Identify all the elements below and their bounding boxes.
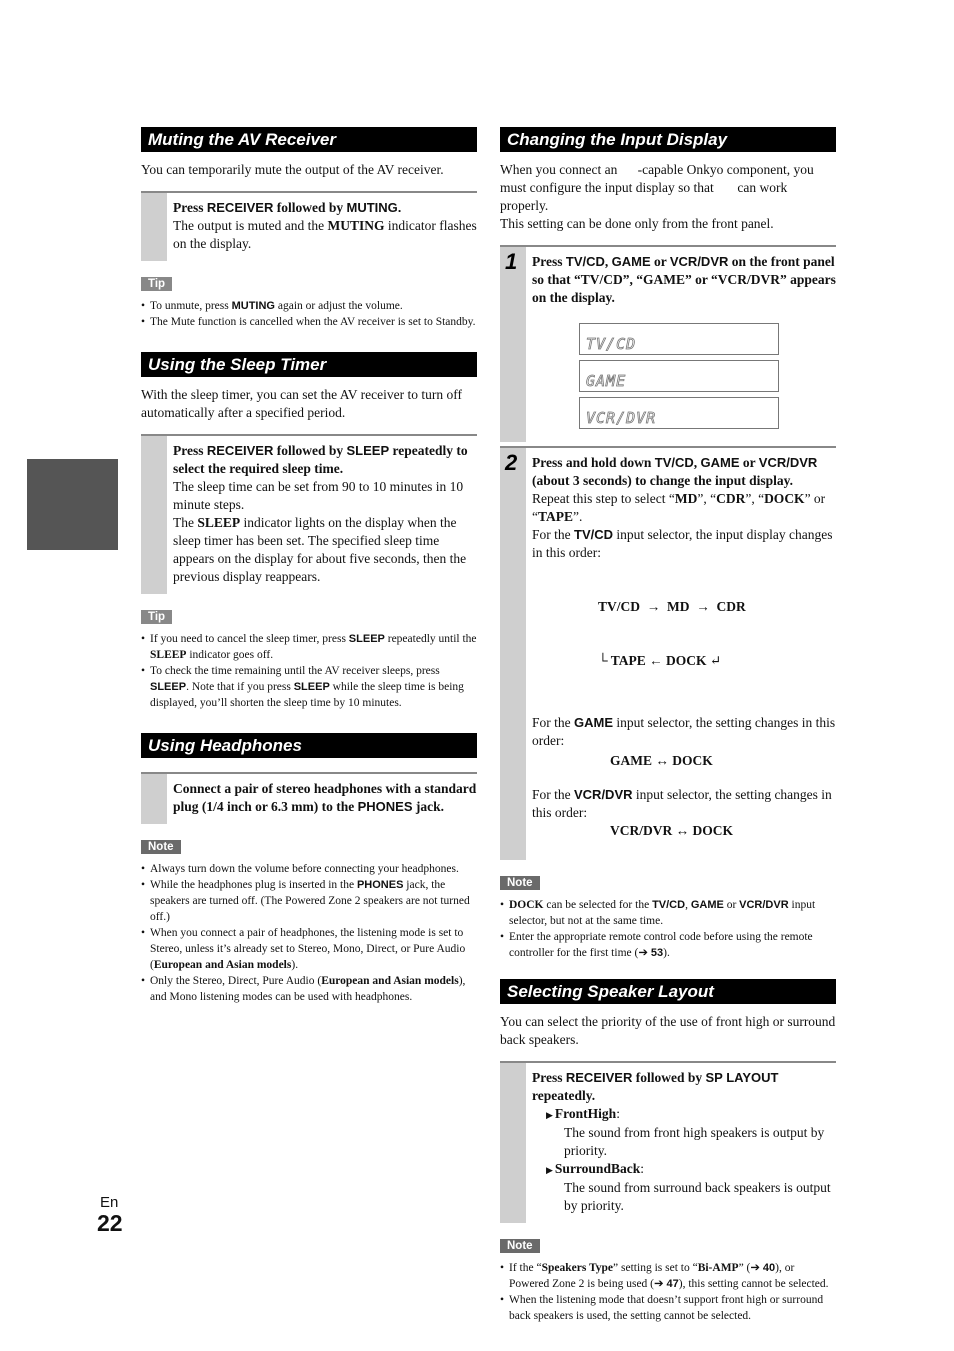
option-item: ▶ FrontHigh: bbox=[532, 1105, 836, 1124]
key-label: TV/CD bbox=[574, 527, 613, 542]
tip-list bbox=[141, 631, 477, 711]
step-title bbox=[532, 454, 836, 490]
text: input selector, the input display changes in this order: bbox=[532, 527, 833, 560]
text: SLEEP bbox=[150, 649, 187, 661]
step-text bbox=[173, 217, 477, 253]
text: ), this setting cannot be selected. bbox=[678, 1278, 829, 1290]
text: MUTING bbox=[327, 218, 385, 233]
page-ref[interactable]: 47 bbox=[666, 1278, 679, 1290]
text: If you need to cancel the sleep timer, press bbox=[150, 633, 349, 645]
key-label: SP LAYOUT bbox=[705, 1070, 779, 1085]
key-label: SLEEP bbox=[293, 681, 330, 693]
key-label: TV/CD bbox=[652, 899, 686, 911]
text: ”, “ bbox=[745, 491, 765, 506]
lcd-display: VCR/DVR bbox=[579, 397, 779, 429]
section-intro: You can select the priority of the use of front high or surround back speakers. bbox=[500, 1014, 836, 1047]
page-number: 22 bbox=[97, 1210, 123, 1236]
text: While the headphones plug is inserted in the bbox=[150, 879, 357, 891]
list-item bbox=[141, 925, 477, 973]
section-title: Using the Sleep Timer bbox=[141, 352, 477, 377]
text: Press and hold down bbox=[532, 455, 655, 470]
list-item bbox=[141, 631, 477, 663]
text: For the bbox=[532, 715, 574, 730]
text: SLEEP bbox=[197, 515, 241, 530]
text: TAPE bbox=[538, 509, 574, 524]
step-title bbox=[173, 442, 477, 478]
tip-label: Tip bbox=[141, 277, 172, 291]
text: indicator flashes on the display. bbox=[173, 218, 477, 251]
section-intro: You can temporarily mute the output of the AV receiver. bbox=[141, 162, 444, 177]
step-title bbox=[173, 780, 477, 816]
key-label: RECEIVER bbox=[206, 200, 274, 215]
text: For the bbox=[532, 527, 574, 542]
list-item: • The Mute function is cancelled when the AV receiver is set to Standby. bbox=[141, 314, 477, 330]
key-label: VCR/DVR bbox=[739, 899, 789, 911]
step bbox=[500, 1061, 836, 1223]
key-label: GAME bbox=[690, 899, 724, 911]
list-item: • Always turn down the volume before connecting your headphones. bbox=[141, 861, 477, 877]
key-label: SLEEP bbox=[346, 443, 390, 458]
text: Connect a pair of stereo headphones with a standard plug (1/4 inch or 6.3 mm) to the bbox=[173, 781, 477, 814]
step-bar bbox=[500, 247, 526, 442]
text: or bbox=[739, 455, 759, 470]
step-text bbox=[532, 490, 836, 526]
chain-line bbox=[598, 652, 836, 670]
text: Repeat this step to select “ bbox=[532, 491, 675, 506]
chain-line: TV/CD → MD → CDR bbox=[598, 599, 746, 614]
return-arrow-icon: ↵ bbox=[709, 653, 722, 668]
key-label: SLEEP bbox=[150, 681, 187, 693]
step bbox=[141, 434, 477, 594]
order-chain: GAME ↔ DOCK bbox=[610, 753, 713, 768]
text: For the bbox=[532, 787, 574, 802]
option-name: FrontHigh bbox=[554, 1106, 617, 1121]
text: The bbox=[173, 515, 198, 530]
step-text: The sleep time can be set from 90 to 10 minutes in 10 minute steps. bbox=[173, 479, 464, 512]
step-body bbox=[526, 1063, 836, 1223]
text: CDR bbox=[716, 491, 746, 506]
text: repeatedly. bbox=[532, 1088, 596, 1103]
key-label: RECEIVER bbox=[565, 1070, 633, 1085]
text: To check the time remaining until the AV receiver sleeps, press bbox=[150, 665, 440, 677]
section-speaker-layout bbox=[500, 979, 836, 1324]
text: indicator goes off. bbox=[186, 649, 274, 661]
step-body bbox=[167, 774, 477, 824]
text: To unmute, press bbox=[150, 300, 232, 312]
text: (about 3 seconds) to change the input display. bbox=[532, 473, 794, 488]
option-item: ▶ SurroundBack: bbox=[532, 1160, 836, 1179]
text: indicator lights on the display when the sleep timer has been set. The specified sleep time appears on the display for about five seconds, then the previous display reappears. bbox=[173, 515, 467, 584]
text: again or adjust the volume. bbox=[275, 300, 403, 312]
step bbox=[141, 772, 477, 824]
text: European and Asian models bbox=[153, 959, 292, 971]
text: , bbox=[693, 455, 701, 470]
step-2 bbox=[500, 446, 836, 860]
step-number: 2 bbox=[505, 450, 518, 475]
text: input selector, the setting changes in this order: bbox=[532, 787, 832, 820]
option-desc: The sound from surround back speakers is output by priority. bbox=[564, 1180, 831, 1213]
text: jack. bbox=[412, 799, 445, 814]
list-item bbox=[141, 877, 477, 925]
key-label: VCR/DVR bbox=[574, 787, 633, 802]
display-examples bbox=[532, 323, 836, 429]
text: , bbox=[604, 254, 612, 269]
section-title: Using Headphones bbox=[141, 733, 477, 758]
text: followed by bbox=[632, 1070, 706, 1085]
chapter-tab bbox=[27, 459, 118, 550]
step-text bbox=[532, 526, 836, 562]
tip-list bbox=[141, 298, 477, 330]
text: jack, the speakers are turned off. (The Powered Zone 2 speakers are not turned off.) bbox=[150, 879, 470, 923]
text: ). bbox=[663, 947, 670, 959]
section-title: Muting the AV Receiver bbox=[141, 127, 477, 152]
step-bar bbox=[500, 448, 526, 860]
list-item: • When the listening mode that doesn’t support front high or surround back speakers is used, the setting cannot be selected. bbox=[500, 1292, 836, 1324]
text: Enter the appropriate remote control code before using the remote controller for the first time ( bbox=[509, 931, 813, 959]
step-bar bbox=[141, 193, 167, 261]
text: while the sleep time is being displayed, you’ll shorten the sleep time by 10 minutes. bbox=[150, 681, 464, 709]
text: Only the Stereo, Direct, Pure Audio ( bbox=[150, 975, 322, 987]
order-chain: VCR/DVR ↔ DOCK bbox=[610, 823, 733, 838]
section-intro: With the sleep timer, you can set the AV receiver to turn off automatically after a specified period. bbox=[141, 387, 462, 420]
page-ref-arrow-icon: ➔ bbox=[750, 1262, 761, 1274]
text: TAPE ← DOCK bbox=[610, 653, 707, 668]
text: or bbox=[723, 899, 740, 911]
key-label: VCR/DVR bbox=[669, 254, 729, 269]
text: ” setting is set to “ bbox=[613, 1262, 698, 1274]
text: , bbox=[685, 899, 691, 911]
key-label: MUTING. bbox=[346, 200, 402, 215]
section-sleep bbox=[141, 352, 477, 711]
text: ”, “ bbox=[697, 491, 717, 506]
section-muting bbox=[141, 127, 477, 330]
triangle-right-icon: ▶ bbox=[546, 1165, 553, 1175]
text: . Note that if you press bbox=[186, 681, 294, 693]
text: European and Asian models bbox=[321, 975, 459, 987]
text: repeatedly until the bbox=[384, 633, 477, 645]
section-intro: When you connect an -capable Onkyo component, you must configure the input display so that can work properly. bbox=[500, 162, 818, 213]
step-bar bbox=[500, 1063, 526, 1223]
section-title: Changing the Input Display bbox=[500, 127, 836, 152]
list-item bbox=[500, 1260, 836, 1292]
note-label: Note bbox=[141, 840, 181, 854]
note-list bbox=[500, 1260, 836, 1324]
key-label: SLEEP bbox=[348, 633, 385, 645]
text: ”. bbox=[573, 509, 583, 524]
text: followed by bbox=[273, 443, 347, 458]
text: ). bbox=[291, 959, 299, 971]
step-body bbox=[167, 193, 477, 261]
loop-arrow-icon: └ bbox=[598, 653, 608, 668]
key-label: TV/CD bbox=[565, 254, 605, 269]
key-label: TV/CD bbox=[654, 455, 694, 470]
option-name: SurroundBack bbox=[554, 1161, 641, 1176]
text: ” or “ bbox=[532, 491, 826, 524]
list-item bbox=[141, 298, 477, 314]
text: input selector, but not at the same time. bbox=[509, 899, 816, 927]
right-column bbox=[500, 127, 836, 1324]
note-label: Note bbox=[500, 1239, 540, 1253]
text: ” ( bbox=[738, 1262, 751, 1274]
tip-label: Tip bbox=[141, 610, 172, 624]
text: Press bbox=[173, 200, 207, 215]
text: Press bbox=[532, 254, 566, 269]
key-label: GAME bbox=[574, 715, 613, 730]
step-bar bbox=[141, 436, 167, 594]
step-title bbox=[173, 199, 477, 217]
section-intro: This setting can be done only from the front panel. bbox=[500, 216, 774, 231]
key-label: RECEIVER bbox=[206, 443, 274, 458]
step-1 bbox=[500, 245, 836, 442]
text: input selector, the setting changes in this order: bbox=[532, 715, 836, 748]
key-label: GAME bbox=[611, 254, 651, 269]
list-item bbox=[500, 897, 836, 929]
left-column bbox=[141, 127, 477, 1005]
text: MD bbox=[674, 491, 698, 506]
text: on the front panel so that “TV/CD”, “GAME” or “VCR/DVR” appears on the display. bbox=[532, 254, 836, 305]
text: Press bbox=[532, 1070, 566, 1085]
text: The output is muted and the bbox=[173, 218, 328, 233]
step-title bbox=[532, 253, 836, 307]
key-label: MUTING bbox=[231, 300, 275, 312]
page-ref[interactable]: 40 bbox=[762, 1262, 776, 1274]
note-list bbox=[141, 861, 477, 1005]
list-item bbox=[500, 929, 836, 961]
key-label: PHONES bbox=[357, 799, 413, 814]
text: ), and Mono listening modes can be used with headphones. bbox=[150, 975, 466, 1003]
step-title bbox=[532, 1069, 836, 1105]
section-input-display bbox=[500, 127, 836, 961]
text: DOCK bbox=[764, 491, 805, 506]
triangle-right-icon: ▶ bbox=[546, 1110, 553, 1120]
text: Press bbox=[173, 443, 207, 458]
list-item bbox=[141, 663, 477, 711]
step-body bbox=[167, 436, 477, 594]
step-number: 1 bbox=[505, 249, 518, 274]
text: Bi-AMP bbox=[697, 1262, 739, 1274]
lcd-display: TV/CD bbox=[579, 323, 779, 355]
step bbox=[141, 191, 477, 261]
text: can be selected for the bbox=[543, 899, 653, 911]
step-body bbox=[526, 247, 836, 442]
page-language: En bbox=[100, 1194, 119, 1211]
key-label: PHONES bbox=[356, 879, 404, 891]
text: When you connect a pair of headphones, the listening mode is set to Stereo, unless it’s already set to Stereo, Mono, Direct, or Pure Audio ( bbox=[150, 927, 466, 971]
text: followed by bbox=[273, 200, 347, 215]
note-label: Note bbox=[500, 876, 540, 890]
page-ref-arrow-icon: ➔ bbox=[654, 1278, 664, 1290]
note-list bbox=[500, 897, 836, 961]
step-text bbox=[532, 786, 836, 822]
text: If the “ bbox=[509, 1262, 542, 1274]
key-label: GAME bbox=[700, 455, 740, 470]
step-text bbox=[532, 714, 836, 750]
text: repeatedly to select the required sleep time. bbox=[173, 443, 468, 476]
step-bar bbox=[141, 774, 167, 824]
list-item bbox=[141, 973, 477, 1005]
option-desc: The sound from front high speakers is output by priority. bbox=[564, 1125, 825, 1158]
lcd-display: GAME bbox=[579, 360, 779, 392]
text: or bbox=[650, 254, 670, 269]
section-headphones bbox=[141, 733, 477, 1005]
text: DOCK bbox=[509, 899, 544, 911]
text: Speakers Type bbox=[541, 1262, 614, 1274]
page-ref-arrow-icon: ➔ bbox=[638, 947, 648, 959]
page-ref[interactable]: 53 bbox=[650, 947, 664, 959]
section-title: Selecting Speaker Layout bbox=[500, 979, 836, 1004]
order-chain bbox=[532, 562, 836, 706]
key-label: VCR/DVR bbox=[758, 455, 818, 470]
step-body bbox=[526, 448, 836, 860]
text: ), or Powered Zone 2 is being used ( bbox=[509, 1262, 795, 1290]
step-text bbox=[173, 514, 477, 586]
